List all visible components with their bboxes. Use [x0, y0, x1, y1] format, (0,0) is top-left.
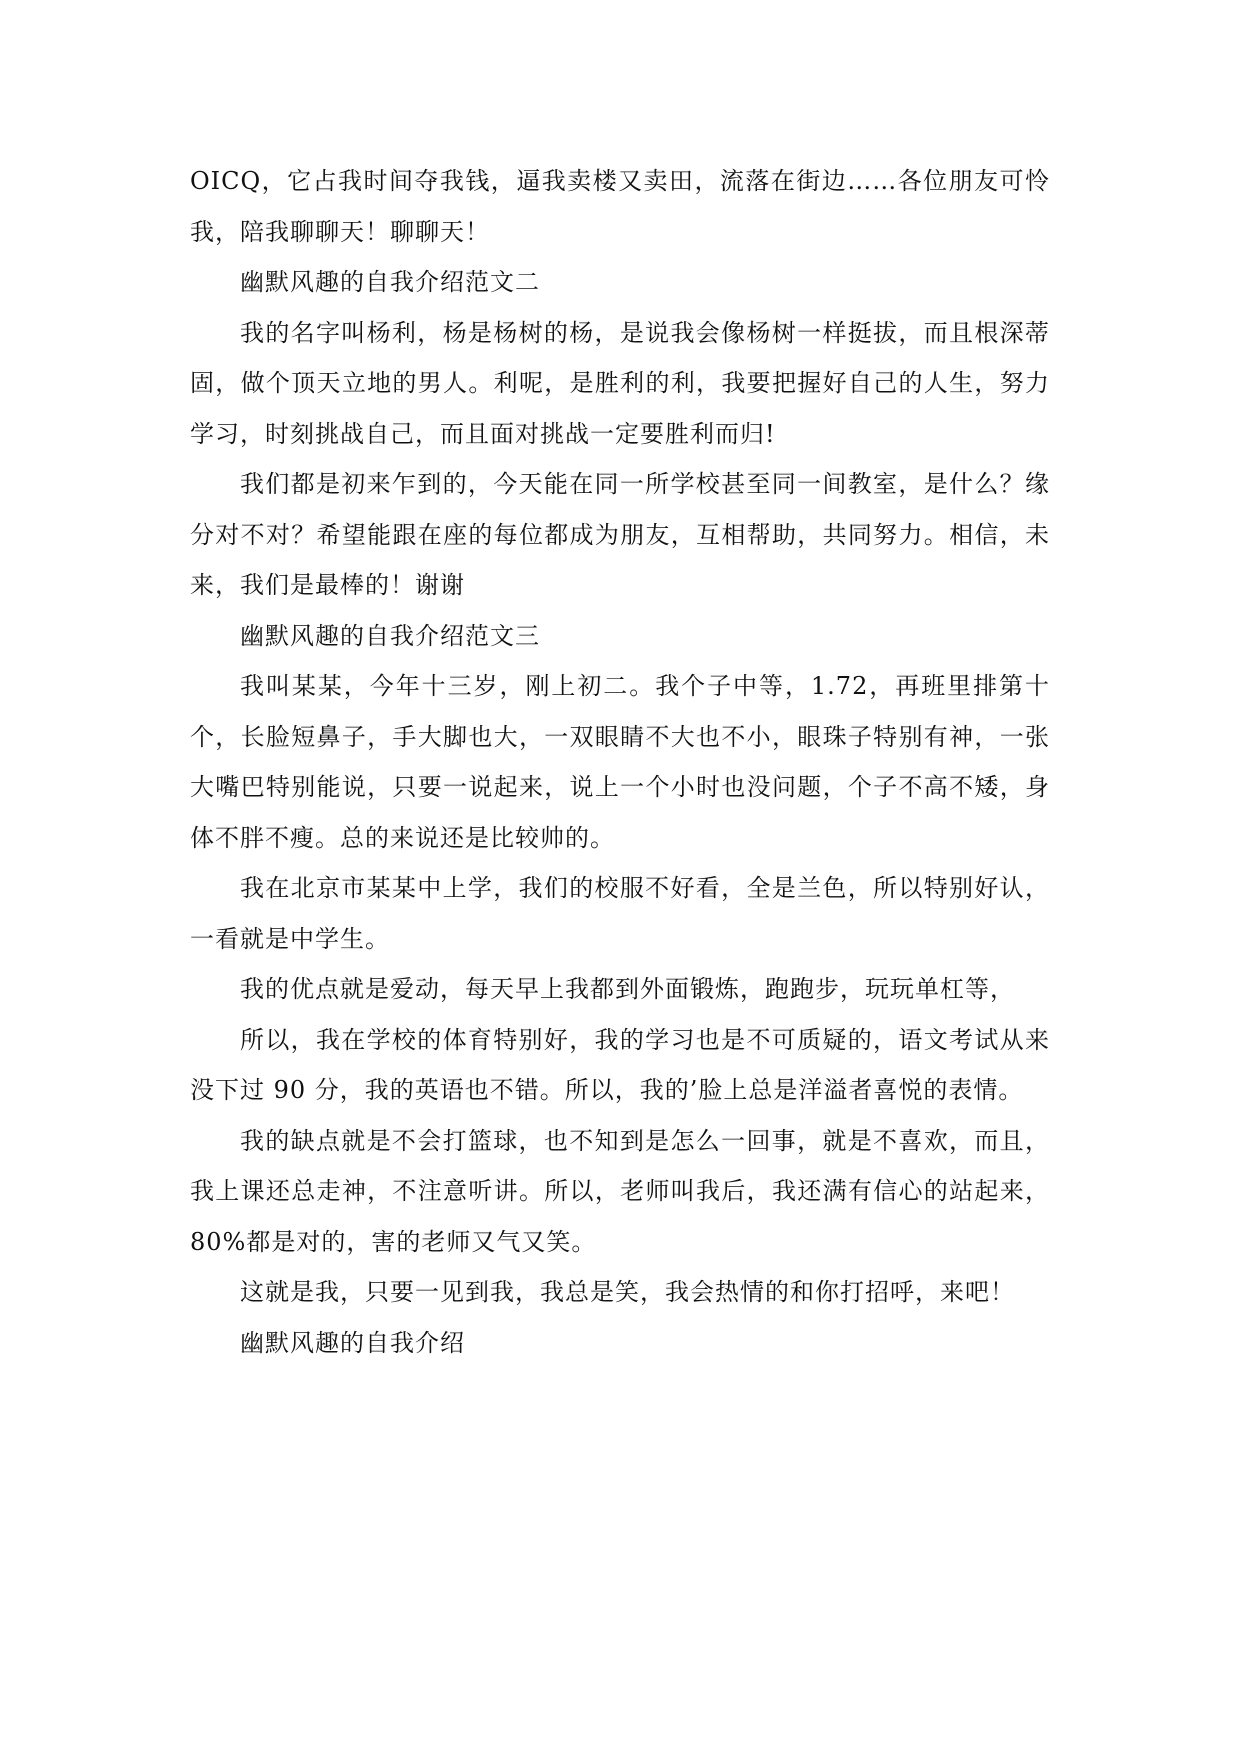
section-heading-final: 幽默风趣的自我介绍 [240, 1328, 465, 1357]
paragraph-sports-study: 所以，我在学校的体育特别好，我的学习也是不可质疑的，语文考试从来没下过 90 分，我的英语也不错。所以，我的’脸上总是洋溢者喜悦的表情。 [190, 1025, 1050, 1104]
paragraph-closing: 这就是我，只要一见到我，我总是笑，我会热情的和你打招呼，来吧！ [240, 1278, 1015, 1306]
paragraph-weaknesses: 我的缺点就是不会打篮球，也不知到是怎么一回事，就是不喜欢，而且，我上课还总走神，不注意听讲。所以，老师叫我后，我还满有信心的站起来，80%都是对的，害的老师又气又笑。 [190, 1126, 1050, 1256]
paragraph-intro-continuation: OICQ，它占我时间夺我钱，逼我卖楼又卖田，流落在街边……各位朋友可怜我，陪我聊聊天！聊聊天！ [190, 167, 1050, 246]
paragraph-appearance: 我叫某某，今年十三岁，刚上初二。我个子中等，1.72，再班里排第十个，长脸短鼻子，手大脚也大，一双眼睛不大也不小，眼珠子特别有神，一张大嘴巴特别能说，只要一说起来，说上一个小时也没问题，个子不高不矮，身体不胖不瘦。总的来说还是比较帅的。 [190, 672, 1050, 852]
paragraph-classmates: 我们都是初来乍到的，今天能在同一所学校甚至同一间教室，是什么？缘分对不对？希望能跟在座的每位都成为朋友，互相帮助，共同努力。相信，未来，我们是最棒的！谢谢 [190, 470, 1050, 599]
paragraph-name-meaning: 我的名字叫杨利，杨是杨树的杨，是说我会像杨树一样挺拔，而且根深蒂固，做个顶天立地的男人。利呢，是胜利的利，我要把握好自己的人生，努力学习，时刻挑战自己，而且面对挑战一定要胜利而归! [190, 318, 1050, 448]
document-body [190, 156, 1050, 1368]
section-heading-example-three: 幽默风趣的自我介绍范文三 [240, 621, 540, 650]
paragraph-school: 我在北京市某某中上学，我们的校服不好看，全是兰色，所以特别好认，一看就是中学生。 [190, 874, 1050, 953]
section-heading-example-two: 幽默风趣的自我介绍范文二 [240, 268, 540, 296]
paragraph-strengths: 我的优点就是爱动，每天早上我都到外面锻炼，跑跑步，玩玩单杠等， [240, 975, 1015, 1003]
